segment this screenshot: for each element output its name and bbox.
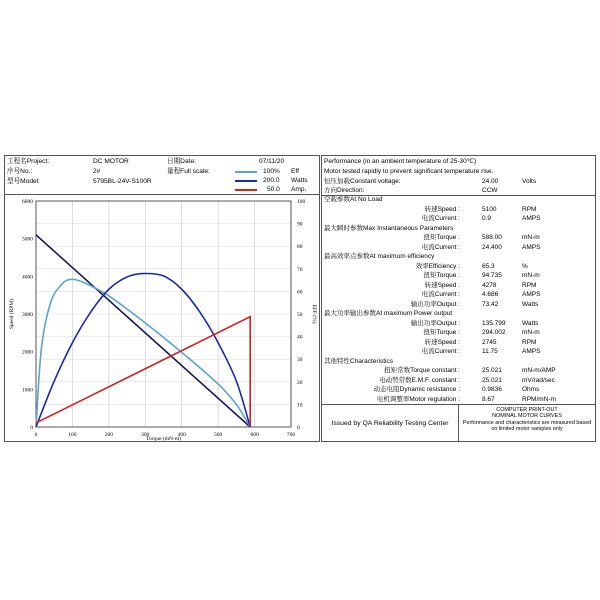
- model-label: 型号Model:: [7, 178, 40, 185]
- max-eff-label: 电流Current :: [421, 291, 460, 298]
- current-legend-swatch: [235, 189, 257, 191]
- header-block: [4, 155, 320, 195]
- max-power-value: 135.799: [482, 319, 506, 327]
- y-right-tick-label: 10: [297, 402, 303, 409]
- no-load-label: 转速Speed :: [424, 205, 460, 213]
- y-left-tick-label: 3000: [22, 312, 33, 318]
- issued-by: Issued by QA Reliability Testing Center: [322, 405, 459, 442]
- no-value: 2#: [93, 168, 101, 175]
- project-value: DC MOTOR: [93, 158, 129, 165]
- characteristics-unit: Ohms: [522, 386, 540, 393]
- max-power-unit: mN-m: [522, 329, 540, 336]
- max-eff-unit: RPM: [522, 281, 537, 289]
- max-power-label: 电流Current :: [421, 348, 460, 355]
- y-left-tick-label: 6000: [22, 199, 33, 205]
- voltage-value: 24.00: [482, 178, 499, 185]
- y-right-tick-label: 70: [297, 266, 303, 273]
- characteristics-unit: mN-m/AMP: [522, 367, 556, 374]
- voltage-label: 恒压加载Constant voltage:: [324, 178, 401, 185]
- characteristics-label: 电机调整率Motor regulation :: [376, 395, 460, 403]
- y-right-tick-label: 90: [297, 221, 303, 228]
- y-right-tick-label: 20: [297, 379, 303, 386]
- characteristics-value: 8.67: [482, 395, 495, 403]
- y-left-tick-label: 4000: [22, 274, 33, 281]
- characteristics-value: 0.9836: [482, 386, 502, 393]
- characteristics-label: 电动势常数E.M.F. constant :: [379, 376, 460, 384]
- no-load-value: 5100: [482, 205, 497, 213]
- characteristics-label: 扭矩常数Torque constant :: [384, 367, 460, 374]
- power-legend-swatch: [235, 180, 257, 182]
- printout-line: Performance and characteristics are measured based: [462, 419, 592, 426]
- max-eff-label: 效率Efficiency :: [415, 262, 460, 270]
- date-label: 日期Date:: [167, 158, 196, 165]
- power-scale-value: 200.0: [263, 177, 280, 184]
- characteristics-unit: mV/rad/sec: [522, 376, 555, 384]
- characteristics-title: 其他特性Characteristics: [324, 357, 393, 365]
- max-eff-value: 65.3: [482, 262, 495, 270]
- x-tick-label: 600: [250, 432, 259, 438]
- characteristics-unit: RPM/mN-m: [522, 395, 556, 403]
- y-right-tick-label: 30: [297, 357, 303, 364]
- power-scale-unit: Watts: [291, 177, 308, 184]
- eff-scale-value: 100%: [263, 168, 280, 175]
- x-tick-label: 0: [34, 432, 38, 438]
- no-load-unit: RPM: [522, 205, 537, 213]
- max-eff-title: 最高效率点参数At maximum efficiency: [324, 253, 435, 260]
- eff-scale-unit: Eff: [291, 168, 299, 175]
- y-left-tick-label: 1000: [22, 387, 33, 394]
- max-instant-title: 最大瞬时参数Max Instantaneous Parameters: [324, 224, 454, 232]
- y-right-tick-label: 50: [297, 312, 303, 318]
- max-power-title: 最大功率输出参数At maximum Power output: [324, 310, 453, 317]
- max-eff-label: 转速Speed :: [424, 281, 460, 289]
- chart-box: [4, 195, 320, 442]
- max-eff-value: 4278: [482, 281, 497, 289]
- performance-note: Motor tested rapidly to prevent significant temperature rise.: [324, 168, 494, 175]
- max-eff-unit: AMPS: [522, 291, 541, 298]
- no-load-title: 空载参数At No Load: [324, 196, 383, 203]
- max-power-label: 输出功率Output :: [410, 319, 460, 327]
- y-right-tick-label: 80: [297, 244, 303, 251]
- x-tick-label: 200: [104, 432, 113, 438]
- motor-test-sheet: [4, 155, 596, 442]
- max-eff-unit: %: [522, 262, 528, 270]
- section-divider: [322, 195, 595, 196]
- x-tick-label: 300: [141, 432, 150, 438]
- date-value: 07/11/20: [259, 158, 285, 165]
- max-power-value: 294.002: [482, 329, 506, 336]
- current-scale-value: 50.0: [267, 186, 280, 193]
- max-instant-value: 24.400: [482, 243, 502, 251]
- x-tick-label: 700: [286, 432, 296, 438]
- characteristics-value: 25.021: [482, 367, 502, 374]
- printout-line: on limited motor samples only: [491, 426, 563, 433]
- performance-title: Performance (in an ambient temperature of 25-30℃): [324, 158, 477, 165]
- max-eff-unit: mN-m: [522, 272, 540, 279]
- x-tick-label: 500: [214, 432, 223, 438]
- model-value: 5795BL-24V-S100R: [93, 178, 152, 185]
- max-instant-label: 电流Current :: [421, 243, 460, 251]
- max-power-unit: AMPS: [522, 348, 541, 355]
- max-power-label: 扭矩Torque :: [423, 329, 460, 336]
- direction-label: 方向Direction:: [324, 187, 365, 194]
- max-power-value: 11.75: [482, 348, 498, 355]
- printout-note: [459, 407, 595, 433]
- no-load-label: 电流Current :: [421, 215, 460, 222]
- voltage-unit: Volts: [522, 178, 537, 185]
- y-right-tick-label: 0: [297, 425, 300, 431]
- x-tick-label: 400: [177, 432, 186, 438]
- max-power-label: 转速Speed :: [424, 338, 460, 346]
- no-label: 序号No.:: [7, 168, 33, 175]
- y-left-tick-label: 0: [30, 425, 33, 431]
- max-instant-value: 588.00: [482, 234, 502, 241]
- y-right-tick-label: 100: [297, 199, 306, 205]
- y-right-tick-label: 60: [297, 289, 303, 296]
- max-eff-label: 输出功率Output :: [410, 300, 460, 308]
- max-instant-unit: mN-m: [522, 234, 540, 241]
- max-power-unit: Watts: [522, 319, 539, 327]
- max-eff-value: 73.42: [482, 300, 499, 308]
- y-right-axis-label: EFF (%): [311, 304, 317, 324]
- direction-value: CCW: [482, 187, 498, 194]
- max-eff-label: 扭矩Torque :: [423, 272, 460, 279]
- max-eff-value: 4.686: [482, 291, 499, 298]
- no-load-unit: AMPS: [522, 215, 541, 222]
- y-left-tick-label: 5000: [22, 236, 33, 243]
- no-load-value: 0.9: [482, 215, 492, 222]
- performance-panel: [321, 155, 596, 442]
- footer-block: [322, 404, 595, 442]
- max-eff-unit: Watts: [522, 300, 539, 308]
- max-eff-value: 94.735: [482, 272, 502, 279]
- y-right-tick-label: 40: [297, 334, 303, 341]
- max-instant-label: 扭矩Torque :: [423, 234, 460, 241]
- characteristics-value: 25.021: [482, 376, 502, 384]
- motor-curve-chart: [5, 195, 319, 441]
- characteristics-label: 动态电阻Dynamic resistance :: [373, 386, 460, 393]
- x-axis-label: Torque (mN-m): [146, 436, 181, 441]
- max-power-unit: RPM: [522, 338, 537, 346]
- printout-line: NOMINAL MOTOR CURVES: [492, 413, 562, 420]
- max-power-value: 2745: [482, 338, 497, 346]
- eff-legend-swatch: [235, 171, 257, 173]
- printout-line: COMPUTER PRINT-OUT: [496, 407, 558, 413]
- x-tick-label: 100: [68, 432, 77, 438]
- current-scale-unit: Amp.: [291, 186, 307, 193]
- project-label: 工程名Project:: [7, 158, 50, 165]
- y-left-axis-label: Speed (RPM): [9, 298, 15, 330]
- fullscale-label: 量程Full scale:: [167, 168, 210, 175]
- y-left-tick-label: 2000: [22, 349, 33, 356]
- max-instant-unit: AMPS: [522, 243, 541, 251]
